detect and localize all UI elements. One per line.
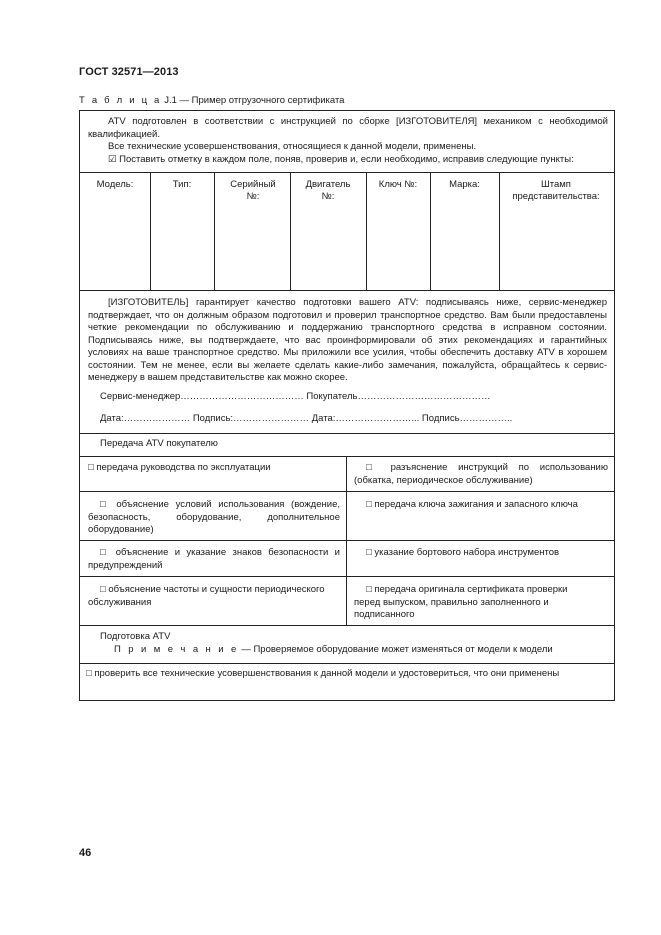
column-engine-number: Двигатель №:: [305, 179, 351, 202]
column-key-number: Ключ №:: [378, 179, 418, 190]
column-divider: [290, 172, 291, 290]
column-model: Модель:: [96, 179, 134, 190]
divider: [80, 576, 614, 577]
note-text: — Проверяемое оборудование может изменяться от модели к модели: [241, 644, 553, 655]
divider: [80, 663, 614, 664]
column-brand: Марка:: [449, 179, 480, 190]
final-check-item: □ проверить все технические усовершенствования к данной модели и удостовериться, что они применены: [86, 668, 560, 679]
caption-label: Т а б л и ц а: [79, 95, 162, 106]
caption-title: — Пример отгрузочного сертификата: [179, 95, 345, 106]
standard-header: ГОСТ 32571—2013: [79, 66, 179, 78]
signature-line-manager-buyer: Сервис-менеджер………………………………… Покупатель……………………………………: [100, 391, 491, 402]
column-divider: [214, 172, 215, 290]
handover-item-inspection-certificate: □ передача оригинала сертификата проверки перед выпуском, правильно заполненного и подписанного: [354, 584, 568, 620]
shipping-certificate-table: [79, 110, 615, 701]
column-dealer-stamp: Штамп представительства:: [512, 179, 600, 202]
divider: [80, 625, 614, 626]
handover-item-instructions: □ разъяснение инструкций по использованию (обкатка, периодическое обслуживание): [354, 462, 608, 486]
divider: [80, 172, 614, 173]
handover-item-toolkit: □ указание бортового набора инструментов: [366, 547, 560, 558]
column-type: Тип:: [172, 179, 192, 190]
intro-line-3: ☑ Поставить отметку в каждом поле, поняв, проверив и, если необходимо, исправив следующие пункты:: [108, 153, 574, 165]
caption-number: J.1: [164, 95, 177, 106]
handover-item-manual: □ передача руководства по эксплуатации: [88, 462, 271, 473]
intro-line-1: ATV подготовлен в соответствии с инструкцией по сборке [ИЗГОТОВИТЕЛЯ] механиком с необходимой квалификацией.: [88, 116, 608, 140]
column-serial-number: Серийный №:: [230, 179, 276, 202]
divider: [80, 433, 614, 434]
preparation-title: Подготовка ATV: [100, 631, 171, 642]
divider: [80, 491, 614, 492]
guarantee-paragraph: [ИЗГОТОВИТЕЛЬ] гарантирует качество подготовки вашего ATV: подписываясь ниже, сервис-менеджер подтверждает, что он должным образом подготовил и проверил транспортное средство. Вам были предоставлены четкие рекомендации по обслуживанию и поддержанию транспортного средства в исправном состоянии. Подписываясь ниже, вы подтверждаете, что вас проинформировали об этих рекомендациях и гарантийных условиях на ваше транспортное средство. Мы приложили все усилия, чтобы обеспечить доставку ATV в хорошем состоянии. Тем не менее, если вы желаете сделать какие-либо замечания, пожалуйста, обращайтесь к сервис-менеджеру в вашем представительстве как можно скорее.: [88, 297, 607, 383]
page-number: 46: [79, 847, 92, 859]
intro-line-2: Все технические усовершенствования, относящиеся к данной модели, применены.: [108, 141, 477, 152]
guarantee-section: [80, 297, 614, 385]
table-caption: [79, 95, 344, 106]
divider: [80, 290, 614, 291]
column-divider: [499, 172, 500, 290]
handover-item-keys: □ передача ключа зажигания и запасного ключа: [366, 499, 578, 510]
handover-item-usage-conditions: □ объяснение условий использования (вождение, безопасность, оборудование, дополнительное оборудование): [88, 499, 340, 535]
note-label: П р и м е ч а н и е: [114, 644, 239, 655]
intro-section: [80, 116, 614, 166]
preparation-note: [114, 644, 553, 657]
signature-line-dates: Дата:………………… Подпись:…………………… Дата:……………………... Подпись……………..: [100, 413, 513, 424]
handover-item-maintenance: □ объяснение частоты и сущности периодического обслуживания: [88, 584, 325, 608]
handover-title: Передача ATV покупателю: [100, 438, 218, 449]
divider: [80, 540, 614, 541]
handover-item-safety-signs: □ объяснение и указание знаков безопасности и предупреждений: [88, 547, 340, 571]
divider: [80, 456, 614, 457]
